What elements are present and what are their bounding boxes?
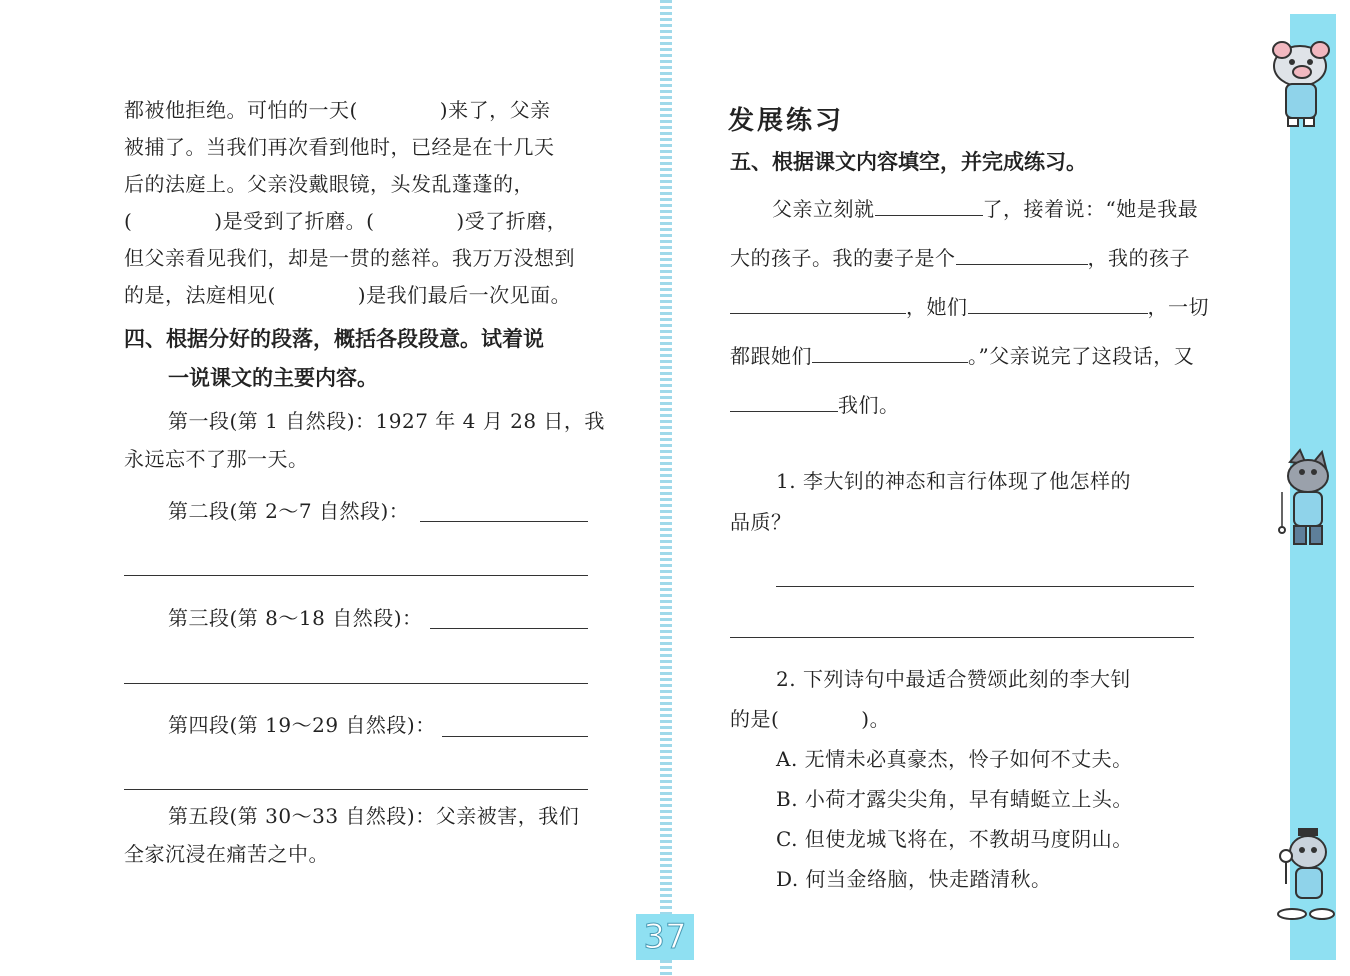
segment-5-line: 第五段(第 30～33 自然段)：父亲被害，我们 bbox=[168, 804, 580, 828]
fill-line-4 bbox=[730, 342, 1194, 370]
paragraph-line: 的是，法庭相见( )是我们最后一次见面。 bbox=[124, 283, 572, 307]
fill-text: 我们。 bbox=[838, 393, 900, 417]
segment-3-label: 第三段(第 8～18 自然段)： bbox=[168, 606, 423, 630]
segment-2-answer-line[interactable] bbox=[420, 521, 588, 522]
fill-blank[interactable] bbox=[730, 293, 906, 314]
segment-1-line: 第一段(第 1 自然段)：1927 年 4 月 28 日，我 bbox=[168, 409, 605, 433]
paragraph-line: 后的法庭上。父亲没戴眼镜，头发乱蓬蓬的， bbox=[124, 172, 534, 196]
cartoon-dog-icon bbox=[1272, 826, 1338, 924]
fill-line-2 bbox=[730, 244, 1190, 272]
fill-blank[interactable] bbox=[968, 293, 1148, 314]
segment-5-line: 全家沉浸在痛苦之中。 bbox=[124, 842, 329, 866]
fill-text: ，她们 bbox=[906, 295, 968, 319]
question-1-answer-line[interactable] bbox=[776, 586, 1194, 587]
question-2: 2. 下列诗句中最适合赞颂此刻的李大钊 bbox=[776, 667, 1131, 691]
cartoon-pig-icon bbox=[1262, 38, 1340, 130]
fill-blank[interactable] bbox=[956, 244, 1088, 265]
question-1-answer-line[interactable] bbox=[730, 637, 1194, 638]
segment-2-label: 第二段(第 2～7 自然段)： bbox=[168, 499, 410, 523]
question-4-title-cont: 一说课文的主要内容。 bbox=[168, 366, 378, 390]
fill-text: 。”父亲说完了这段话，又 bbox=[968, 344, 1195, 368]
fill-text: 父亲立刻就 bbox=[772, 197, 875, 221]
option-b[interactable]: B. 小荷才露尖尖角，早有蜻蜓立上头。 bbox=[776, 787, 1133, 811]
fill-line-3 bbox=[730, 293, 1209, 321]
section-title: 发展练习 bbox=[728, 106, 845, 136]
fill-blank[interactable] bbox=[812, 342, 968, 363]
page-gutter bbox=[660, 0, 672, 976]
fill-text: 了，接着说：“她是我最 bbox=[982, 197, 1199, 221]
question-1: 1. 李大钊的神态和言行体现了他怎样的 bbox=[776, 469, 1131, 493]
left-page bbox=[0, 0, 660, 976]
fill-blank[interactable] bbox=[730, 391, 838, 412]
paragraph-line: 但父亲看见我们，却是一贯的慈祥。我万万没想到 bbox=[124, 246, 575, 270]
paragraph-line: 被捕了。当我们再次看到他时，已经是在十几天 bbox=[124, 135, 555, 159]
question-5-title: 五、根据课文内容填空，并完成练习。 bbox=[730, 150, 1087, 174]
paragraph-line: 都被他拒绝。可怕的一天( )来了，父亲 bbox=[124, 98, 551, 122]
fill-text: ，我的孩子 bbox=[1087, 246, 1190, 270]
right-page bbox=[672, 0, 1350, 976]
option-c[interactable]: C. 但使龙城飞将在，不教胡马度阴山。 bbox=[776, 827, 1133, 851]
fill-text: ，一切 bbox=[1147, 295, 1209, 319]
paragraph-line: ( )是受到了折磨。( )受了折磨， bbox=[124, 209, 568, 233]
question-1-cont: 品质？ bbox=[730, 510, 792, 534]
segment-3-answer-line[interactable] bbox=[430, 628, 588, 629]
segment-4-label: 第四段(第 19～29 自然段)： bbox=[168, 713, 436, 737]
segment-4-answer-line[interactable] bbox=[442, 736, 588, 737]
segment-1-line: 永远忘不了那一天。 bbox=[124, 447, 309, 471]
cartoon-wolf-icon bbox=[1270, 448, 1338, 552]
page-number: 37 bbox=[636, 914, 694, 960]
fill-blank[interactable] bbox=[875, 195, 983, 216]
segment-3-answer-line[interactable] bbox=[124, 683, 588, 684]
option-a[interactable]: A. 无情未必真豪杰，怜子如何不丈夫。 bbox=[776, 747, 1133, 771]
fill-line-5 bbox=[730, 391, 900, 419]
fill-line-1 bbox=[772, 195, 1198, 223]
question-2-cont: 的是( )。 bbox=[730, 707, 891, 731]
fill-text: 大的孩子。我的妻子是个 bbox=[730, 246, 956, 270]
question-4-title: 四、根据分好的段落，概括各段段意。试着说 bbox=[124, 327, 544, 351]
segment-2-answer-line[interactable] bbox=[124, 575, 588, 576]
option-d[interactable]: D. 何当金络脑，快走踏清秋。 bbox=[776, 867, 1052, 891]
fill-text: 都跟她们 bbox=[730, 344, 812, 368]
segment-4-answer-line[interactable] bbox=[124, 789, 588, 790]
